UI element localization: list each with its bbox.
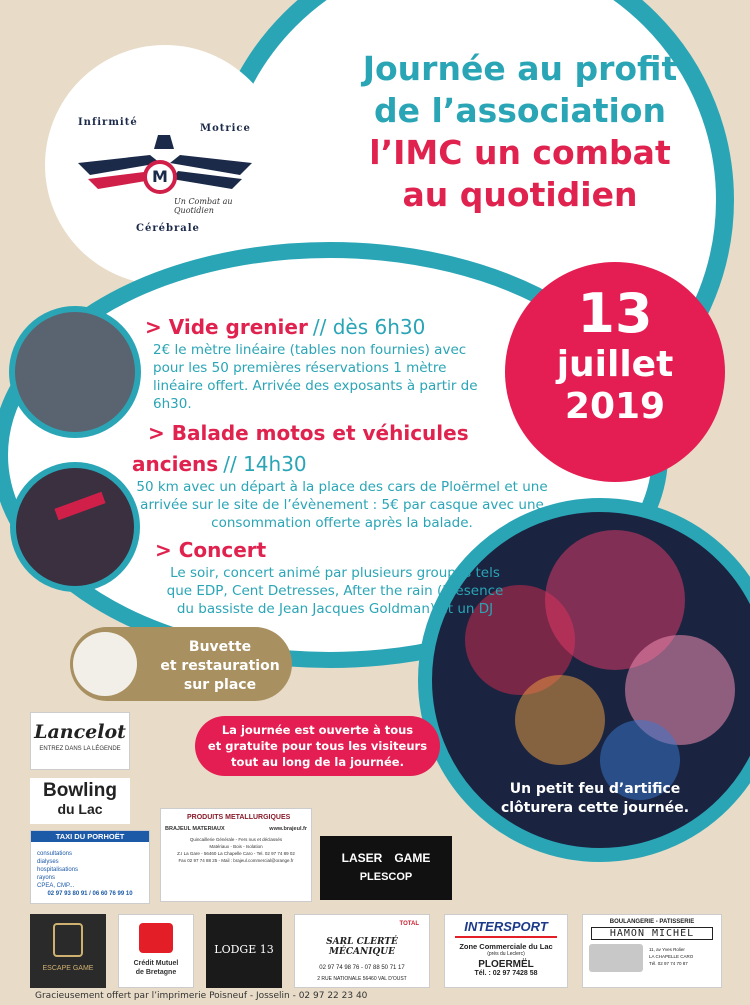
sponsor-bowling bbox=[30, 778, 130, 824]
free-notice-line2: et gratuite pour tous les visiteurs bbox=[207, 739, 428, 753]
taxi-title: TAXI DU PORHOËT bbox=[31, 831, 149, 842]
sponsor-lodge bbox=[206, 914, 282, 988]
logo-top-right: Motrice bbox=[200, 123, 251, 134]
taxi-item: CPEA, CMP... bbox=[37, 883, 75, 889]
brajeul-line: Matériaux - Bois - Isolation bbox=[209, 844, 263, 849]
escape-name: ESCAPE GAME bbox=[42, 965, 94, 972]
vide-grenier-line: linéaire offert. Arrivée des exposants à partir de bbox=[153, 378, 478, 394]
logo-top-left: Infirmité bbox=[78, 117, 138, 128]
brajeul-details bbox=[161, 836, 311, 864]
concert-body bbox=[155, 564, 515, 618]
free-notice-line1: La journée est ouverte à tous bbox=[221, 723, 414, 737]
taxi-list bbox=[37, 850, 149, 890]
free-notice-line3: tout au long de la journée. bbox=[231, 755, 404, 769]
taxi-item: rayons bbox=[37, 875, 56, 881]
hamon-addr2: LA CHAPELLE CARO bbox=[649, 954, 694, 959]
escape-key-icon bbox=[53, 923, 83, 957]
sponsor-hamon bbox=[582, 914, 722, 988]
brajeul-line: Fax 02 97 74 88 25 - Mail : brajeul.commercial@orange.fr bbox=[178, 858, 294, 863]
headline bbox=[310, 48, 730, 216]
vide-grenier-title: > Vide grenier bbox=[145, 315, 308, 339]
headline-line4: au quotidien bbox=[402, 175, 638, 214]
vide-grenier-line: pour les 50 premières réservations 1 mètre bbox=[153, 360, 447, 376]
sponsor-lancelot bbox=[30, 712, 130, 770]
buvette-text bbox=[145, 638, 295, 695]
sponsor-taxi bbox=[30, 830, 150, 904]
sponsor-clerte bbox=[294, 914, 430, 988]
sponsor-credit-mutuel bbox=[118, 914, 194, 988]
hamon-line1: BOULANGERIE - PATISSERIE bbox=[609, 919, 695, 925]
brajeul-line: Z.I La Gare - 56460 La Chapelle Caro - Tel. 02 97 74 89 02 bbox=[177, 851, 295, 856]
bowling-line2: du Lac bbox=[57, 801, 103, 817]
lodge-name: LODGE 13 bbox=[214, 943, 274, 956]
clerte-address: 2 RUE NATIONALE 56460 VAL D'OUST bbox=[317, 976, 407, 982]
concert-line: Le soir, concert animé par plusieurs groupes tels bbox=[170, 565, 500, 581]
sponsor-brajeul bbox=[160, 808, 312, 902]
concert-line: que EDP, Cent Detresses, After the rain (Présence bbox=[166, 583, 504, 599]
date-day: 13 bbox=[577, 282, 653, 345]
headline-line3: l’IMC un combat bbox=[369, 133, 671, 172]
intersport-phone: Tél. : 02 97 7428 58 bbox=[474, 970, 538, 977]
intersport-name: INTERSPORT bbox=[464, 919, 548, 934]
fireworks-caption-line1: Un petit feu d’artifice bbox=[509, 781, 681, 797]
clerte-brand: TOTAL bbox=[399, 921, 419, 927]
balade-time: // 14h30 bbox=[223, 452, 307, 476]
date-year: 2019 bbox=[564, 386, 666, 427]
headline-line1: Journée au profit bbox=[362, 49, 678, 88]
free-notice-text bbox=[195, 722, 440, 770]
balade-body bbox=[132, 478, 552, 532]
clerte-phone: 02 97 74 98 76 - 07 88 50 71 17 bbox=[319, 965, 405, 971]
clerte-name: SARL CLERTÉ MÉCANIQUE bbox=[326, 937, 398, 957]
vide-grenier-line: 6h30. bbox=[153, 396, 192, 412]
concert-title: > Concert bbox=[155, 538, 267, 562]
laser-line2: GAME bbox=[394, 851, 431, 865]
balade-line: 50 km avec un départ à la place des cars de Ploërmel et une bbox=[136, 479, 548, 495]
vide-grenier-time: // dès 6h30 bbox=[312, 315, 426, 339]
section-concert bbox=[155, 538, 515, 618]
intersport-zone: Zone Commerciale du Lac bbox=[459, 942, 553, 951]
logo-tagline: Un Combat au Quotidien bbox=[174, 197, 233, 215]
fireworks-caption bbox=[480, 780, 710, 818]
headline-line2: de l’association bbox=[374, 91, 666, 130]
brajeul-name-row bbox=[165, 826, 307, 832]
buvette-photo bbox=[73, 632, 137, 696]
taxi-phone: 02 97 93 80 91 / 06 60 76 99 10 bbox=[47, 891, 133, 897]
buvette-line2: et restauration bbox=[160, 658, 280, 674]
taxi-item: consultations bbox=[37, 851, 73, 857]
section-vide-grenier bbox=[145, 315, 505, 413]
brajeul-line: Quincaillerie Générale - Fers nus et déclassés bbox=[189, 837, 283, 842]
balade-title: > Balade motos et véhicules bbox=[148, 421, 469, 445]
laser-line1: LASER bbox=[341, 851, 383, 865]
lancelot-sub: ENTREZ DANS LA LÉGENDE bbox=[39, 746, 121, 752]
hamon-bottom bbox=[583, 944, 721, 972]
vide-grenier-line: 2€ le mètre linéaire (tables non fournies) avec bbox=[153, 342, 467, 358]
section-balade bbox=[132, 452, 552, 532]
bread-icon bbox=[589, 944, 643, 972]
brajeul-name: BRAJEUL MATERIAUX bbox=[165, 826, 225, 832]
vide-grenier-body bbox=[153, 341, 505, 413]
date-month: juillet bbox=[556, 344, 674, 385]
logo-badge: M bbox=[143, 160, 177, 194]
hamon-line2: HAMON MICHEL bbox=[591, 927, 713, 940]
credit-name bbox=[119, 959, 193, 977]
laser-line3: PLESCOP bbox=[359, 871, 413, 883]
sponsor-escape-game bbox=[30, 914, 106, 988]
imc-logo bbox=[70, 105, 260, 245]
credit-logo-icon bbox=[139, 923, 173, 953]
hamon-addr1: 11, av Yves Rolier bbox=[649, 947, 685, 952]
date-badge bbox=[505, 262, 725, 482]
sponsor-laser-game bbox=[320, 836, 452, 900]
brajeul-header: PRODUITS METALLURGIQUES bbox=[187, 814, 291, 821]
sponsor-intersport bbox=[444, 914, 568, 988]
buvette-line1: Buvette bbox=[188, 639, 252, 655]
balade-line: consommation offerte après la balade. bbox=[211, 515, 473, 531]
buvette-line3: sur place bbox=[183, 677, 257, 693]
taxi-item: dialyses bbox=[37, 859, 59, 865]
logo-bottom: Cérébrale bbox=[136, 223, 200, 234]
hamon-phone: Tél. 02 97 74 70 87 bbox=[649, 961, 688, 966]
lancelot-name: Lancelot bbox=[34, 721, 126, 743]
balade-line: arrivée sur le site de l’évènement : 5€ par casque avec une bbox=[140, 497, 544, 513]
balade-title-line1 bbox=[148, 421, 469, 445]
credit-line1: Crédit Mutuel bbox=[133, 960, 179, 967]
intersport-city: PLOERMËL bbox=[478, 959, 534, 970]
balade-title-line2: anciens bbox=[132, 452, 219, 476]
bowling-line1: Bowling bbox=[43, 780, 117, 801]
footer-credit: Gracieusement offert par l’imprimerie Poisneuf - Josselin - 02 97 22 23 40 bbox=[35, 991, 368, 1001]
brajeul-web: www.brajeul.fr bbox=[269, 826, 307, 832]
intersport-zone-sub: (près du Leclerc) bbox=[487, 951, 525, 957]
hamon-address bbox=[649, 946, 693, 972]
fireworks-caption-line2: clôturera cette journée. bbox=[500, 800, 690, 816]
taxi-item: hospitalisations bbox=[37, 867, 79, 873]
concert-line: du bassiste de Jean Jacques Goldman) et un DJ bbox=[176, 601, 494, 617]
intersport-underline bbox=[455, 936, 557, 938]
laser-row bbox=[321, 851, 451, 865]
credit-line2: de Bretagne bbox=[135, 969, 177, 976]
